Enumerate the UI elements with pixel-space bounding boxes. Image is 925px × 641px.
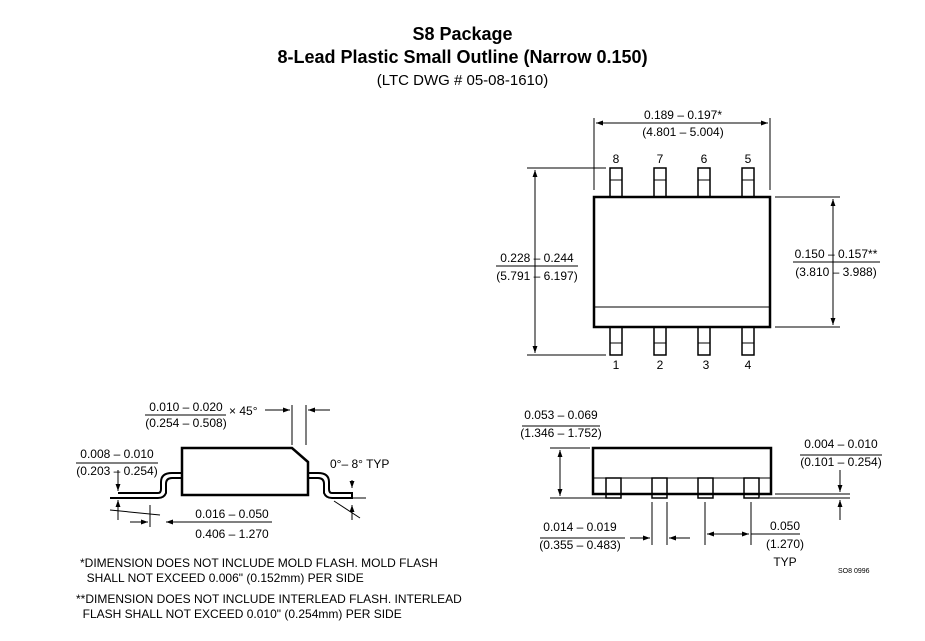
lead-8	[610, 168, 622, 197]
lead-1	[610, 327, 622, 355]
lead-4	[742, 327, 754, 355]
lead-thickness-label-mm: (0.203 – 0.254)	[76, 464, 158, 478]
top-view	[496, 118, 880, 355]
chamfer-angle-label: × 45°	[229, 404, 258, 418]
pin-label-2: 2	[656, 358, 664, 372]
lead-thickness-label-in: 0.008 – 0.010	[80, 447, 154, 461]
side-view-lead-right	[308, 473, 352, 498]
height-label-mm: (1.346 – 1.752)	[520, 426, 602, 440]
chamfer-label-mm: (0.254 – 0.508)	[145, 416, 227, 430]
body-label-in: 0.150 – 0.157**	[794, 247, 878, 261]
pitch-label-mm: (1.270)	[765, 537, 805, 551]
lead-7	[654, 168, 666, 197]
pin-label-7: 7	[656, 152, 664, 166]
lead-angle-label: 0°– 8° TYP	[330, 457, 390, 471]
height-label-in: 0.053 – 0.069	[524, 408, 598, 422]
lead-2	[654, 327, 666, 355]
lead-3	[698, 327, 710, 355]
pitch-typ-label: TYP	[773, 555, 797, 569]
body-label-mm: (3.810 – 3.988)	[795, 265, 877, 279]
width-label-in: 0.189 – 0.197*	[643, 108, 723, 122]
side-view-body	[182, 448, 308, 495]
chamfer-label-in: 0.010 – 0.020	[149, 400, 223, 414]
pin-label-5: 5	[744, 152, 752, 166]
foot-length-label-in: 0.016 – 0.050	[195, 507, 269, 521]
lead-6	[698, 168, 710, 197]
package-subtitle: 8-Lead Plastic Small Outline (Narrow 0.150)	[277, 47, 648, 67]
package-title: S8 Package	[412, 24, 513, 44]
pin-label-1: 1	[612, 358, 620, 372]
lead-5	[742, 168, 754, 197]
lead-width-label-mm: (0.355 – 0.483)	[539, 538, 621, 552]
standoff-label-mm: (0.101 – 0.254)	[800, 455, 882, 469]
width-label-mm: (4.801 – 5.004)	[642, 125, 724, 139]
foot-length-label-mm: 0.406 – 1.270	[195, 527, 269, 541]
pitch-label-in: 0.050	[769, 519, 801, 533]
pin-label-4: 4	[744, 358, 752, 372]
pin-label-6: 6	[700, 152, 708, 166]
note-interlead-flash: **DIMENSION DOES NOT INCLUDE INTERLEAD FLASH. INTERLEAD FLASH SHALL NOT EXCEED 0.010" (0.254mm) PER SIDE	[76, 592, 462, 621]
pin-label-3: 3	[702, 358, 710, 372]
pin-label-8: 8	[612, 152, 620, 166]
lead-width-label-in: 0.014 – 0.019	[543, 520, 617, 534]
drawing-reference: (LTC DWG # 05-08-1610)	[376, 72, 549, 89]
drawing-code: SO8 0996	[838, 568, 870, 575]
standoff-label-in: 0.004 – 0.010	[804, 437, 878, 451]
note-mold-flash: *DIMENSION DOES NOT INCLUDE MOLD FLASH. MOLD FLASH SHALL NOT EXCEED 0.006" (0.152mm) PER SIDE	[80, 556, 438, 585]
side-view-lead-left	[110, 478, 182, 498]
overall-label-in: 0.228 – 0.244	[500, 251, 574, 265]
overall-label-mm: (5.791 – 6.197)	[496, 269, 578, 283]
